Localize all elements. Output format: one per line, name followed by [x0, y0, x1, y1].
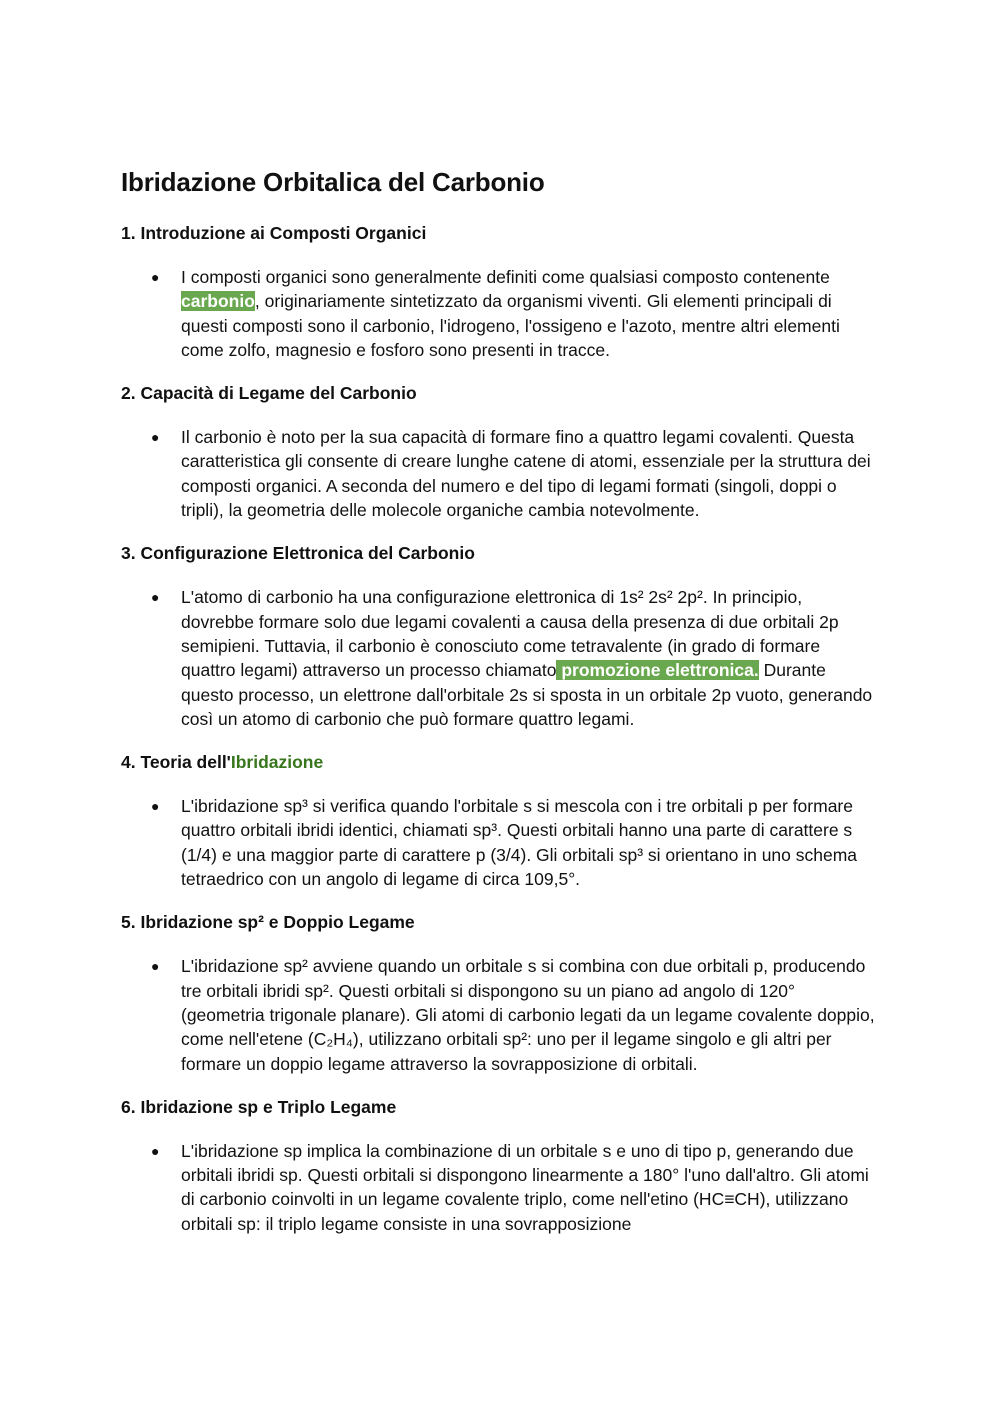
section-configurazione-elettronica [121, 540, 891, 731]
paragraph-text: L'ibridazione sp implica la combinazione di un orbitale s e uno di tipo p, generando due orbitali ibridi sp. Questi orbitali si dispongono linearmente a 180° l'uno dall'altro. Gli atomi di carbonio coinvolti in un legame covalente triplo, come nell'etino (HC≡CH), utilizzano orbitali sp: il triplo legame consiste in una sovrapposizione [181, 1140, 869, 1234]
section-heading: 6. Ibridazione sp e Triplo Legame [121, 1096, 397, 1117]
list-item [121, 954, 891, 1075]
bullet-icon: ● [151, 429, 160, 446]
section-teoria-ibridazione [121, 749, 891, 891]
paragraph-text: L'atomo di carbonio ha una configurazione elettronica di 1s² 2s² 2p². In principio, dovrebbe formare solo due legami covalenti a causa della presenza di due orbitali 2p semipieni. Tuttavia, il carbonio è conosciuto come tetravalente (in grado di formare quattro legami) attraverso un processo chiamato [181, 587, 839, 681]
paragraph-text: Il carbonio è noto per la sua capacità di formare fino a quattro legami covalenti. Questa caratteristica gli consente di creare lunghe catene di atomi, essenziale per la struttura dei composti organici. A seconda del numero e del tipo di legami formati (singoli, doppi o tripli), la geometria delle molecole organiche cambia notevolmente. [181, 427, 871, 521]
bullet-icon: ● [151, 958, 160, 975]
bullet-list [121, 1139, 891, 1236]
paragraph-text: L'ibridazione sp² avviene quando un orbitale s si combina con due orbitali p, producendo tre orbitali ibridi sp². Questi orbitali si dispongono su un piano ad angolo di 120° (geometria trigonale planare). Gli atomi di carbonio legati da un legame covalente doppio, come nell'etene (C₂H₄), utilizzano orbitali sp²: uno per il legame singolo e gli altri per formare un doppio legame attraverso la sovrapposizione di orbitali. [181, 956, 875, 1074]
bullet-list [121, 425, 891, 522]
bullet-list [121, 954, 891, 1075]
section-ibridazione-sp2 [121, 909, 891, 1075]
section-heading: 3. Configurazione Elettronica del Carbonio [121, 543, 475, 564]
list-item [121, 1139, 891, 1236]
section-heading: 2. Capacità di Legame del Carbonio [121, 383, 417, 404]
bullet-icon: ● [151, 1142, 160, 1159]
list-item [121, 794, 891, 891]
highlighted-term: promozione elettronica. [556, 660, 759, 681]
bullet-list [121, 265, 891, 362]
bullet-icon: ● [151, 269, 160, 285]
document-page [121, 162, 891, 1254]
section-heading: 1. Introduzione ai Composti Organici [121, 223, 427, 243]
section-heading [121, 749, 891, 775]
paragraph-text: Durante questo processo, un elettrone dall'orbitale 2s si sposta in un orbitale 2p vuoto, generando così un atomo di carbonio che può formare quattro legami. [181, 660, 873, 729]
paragraph-text: , originariamente sintetizzato da organismi viventi. Gli elementi principali di questi composti sono il carbonio, l'idrogeno, l'ossigeno e l'azoto, mentre altri elementi come zolfo, magnesio e fosforo sono presenti in tracce. [181, 291, 840, 360]
section-capacita-legame [121, 380, 891, 522]
heading-green-term: Ibridazione [230, 752, 324, 773]
section-ibridazione-sp [121, 1094, 891, 1236]
paragraph-text: I composti organici sono generalmente definiti come qualsiasi composto contenente [181, 267, 830, 287]
document-title: Ibridazione Orbitalica del Carbonio [121, 167, 545, 197]
highlighted-term: carbonio [181, 291, 255, 312]
heading-text: 4. Teoria dell' [121, 752, 231, 773]
bullet-icon: ● [151, 798, 160, 815]
list-item [121, 265, 891, 362]
list-item [121, 585, 891, 731]
bullet-list [121, 585, 891, 731]
bullet-list [121, 794, 891, 891]
section-introduzione [121, 220, 891, 362]
section-heading: 5. Ibridazione sp² e Doppio Legame [121, 912, 415, 933]
bullet-icon: ● [151, 589, 160, 606]
list-item [121, 425, 891, 522]
paragraph-text: L'ibridazione sp³ si verifica quando l'orbitale s si mescola con i tre orbitali p per formare quattro orbitali ibridi identici, chiamati sp³. Questi orbitali hanno una parte di carattere s (1/4) e una maggior parte di carattere p (3/4). Gli orbitali sp³ si orientano in uno schema tetraedrico con un angolo di legame di circa 109,5°. [181, 796, 858, 890]
